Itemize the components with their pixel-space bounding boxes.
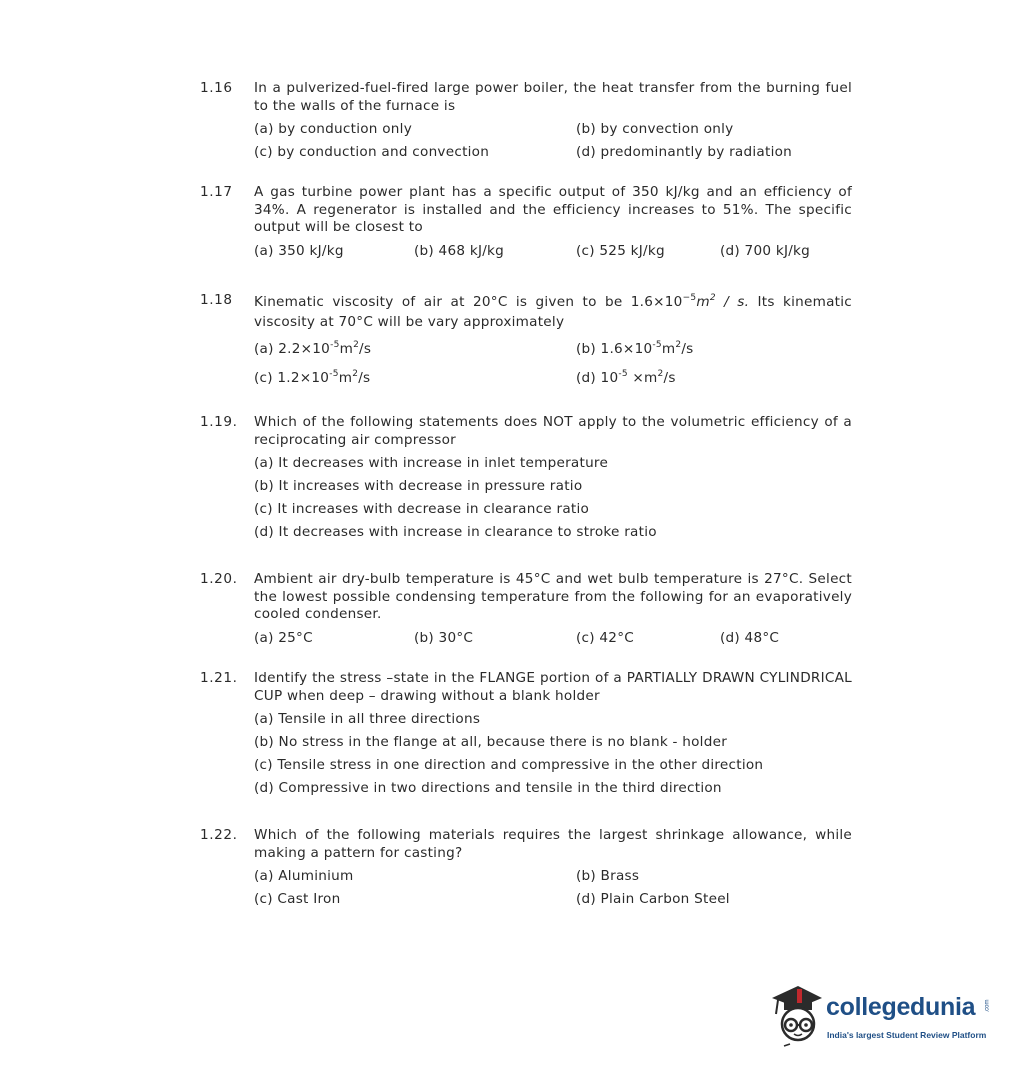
question-1-18	[200, 292, 852, 393]
question-text: Ambient air dry-bulb temperature is 45°C and wet bulb temperature is 27°C. Select the lowest possible condensing temperature from the following for an evaporatively cooled condenser.	[254, 571, 852, 622]
question-number: 1.20.	[200, 571, 238, 587]
logo-wordmark: collegedunia	[826, 993, 976, 1021]
option-a: (a) 350 kJ/kg	[254, 242, 344, 259]
question-number: 1.16	[200, 80, 233, 96]
question-text: Kinematic viscosity of air at 20°C is given to be $1.6\times 10^{-5}m^2 / s$. Its kinematic viscosity at 70°C will be vary approximately	[254, 293, 852, 330]
collegedunia-logo	[764, 980, 1000, 1054]
question-1-22	[200, 827, 852, 914]
option-a: (a) It decreases with increase in inlet temperature	[254, 455, 609, 471]
option-b: (b) It increases with decrease in pressure ratio	[254, 478, 583, 494]
option-c: (c) 525 kJ/kg	[576, 242, 665, 259]
question-text: In a pulverized-fuel-fired large power boiler, the heat transfer from the burning fuel to the walls of the furnace is	[254, 80, 852, 114]
option-b: (b) $1.6\times 10^{-5}m^2/s$	[576, 340, 694, 357]
option-d: (d) Compressive in two directions and tensile in the third direction	[254, 780, 722, 796]
option-d: (d) 700 kJ/kg	[720, 242, 811, 259]
question-number: 1.21.	[200, 670, 238, 686]
option-a: (a) by conduction only	[254, 121, 412, 137]
option-a: (a) 25°C	[254, 629, 313, 646]
option-b: (b) Brass	[576, 868, 640, 884]
option-c: (c) Tensile stress in one direction and compressive in the other direction	[254, 757, 764, 773]
option-b: (b) 30°C	[414, 629, 474, 646]
mascot-icon	[764, 980, 826, 1054]
question-number: 1.18	[200, 292, 233, 308]
question-1-17	[200, 184, 852, 265]
logo-suffix: .com	[984, 999, 991, 1013]
option-b: (b) 468 kJ/kg	[414, 242, 505, 259]
question-1-19	[200, 414, 852, 547]
option-d: (d) It decreases with increase in clearance to stroke ratio	[254, 524, 657, 540]
question-1-16	[200, 80, 852, 167]
question-number: 1.17	[200, 184, 233, 200]
option-d: (d) Plain Carbon Steel	[576, 891, 730, 907]
option-c: (c) $1.2\times 10^{-5}m^2/s$	[254, 369, 371, 386]
question-1-21	[200, 670, 852, 803]
question-text: Which of the following materials requires the largest shrinkage allowance, while making a pattern for casting?	[254, 827, 852, 861]
option-c: (c) by conduction and convection	[254, 144, 490, 160]
question-text: Identify the stress –state in the FLANGE portion of a PARTIALLY DRAWN CYLINDRICAL CUP when deep – drawing without a blank holder	[254, 670, 852, 704]
option-a: (a) Aluminium	[254, 868, 354, 884]
option-d: (d) 48°C	[720, 629, 780, 646]
option-b: (b) by convection only	[576, 121, 734, 137]
question-number: 1.22.	[200, 827, 238, 843]
option-d: (d) predominantly by radiation	[576, 144, 793, 160]
option-d: (d) $10^{-5} \times m^2/s$	[576, 369, 676, 386]
logo-tagline: India's largest Student Review Platform	[827, 1030, 987, 1040]
option-c: (c) 42°C	[576, 629, 634, 646]
option-c: (c) It increases with decrease in clearance ratio	[254, 501, 590, 517]
question-text: A gas turbine power plant has a specific output of 350 kJ/kg and an efficiency of 34%. A regenerator is installed and the efficiency increases to 51%. The specific output will be closest to	[254, 184, 852, 235]
question-text: Which of the following statements does NOT apply to the volumetric efficiency of a reciprocating air compressor	[254, 414, 852, 448]
option-a: (a) $2.2\times 10^{-5}m^2/s$	[254, 340, 372, 357]
option-b: (b) No stress in the flange at all, because there is no blank - holder	[254, 734, 728, 750]
question-1-20	[200, 571, 852, 652]
option-a: (a) Tensile in all three directions	[254, 711, 481, 727]
question-number: 1.19.	[200, 414, 238, 430]
option-c: (c) Cast Iron	[254, 891, 341, 907]
